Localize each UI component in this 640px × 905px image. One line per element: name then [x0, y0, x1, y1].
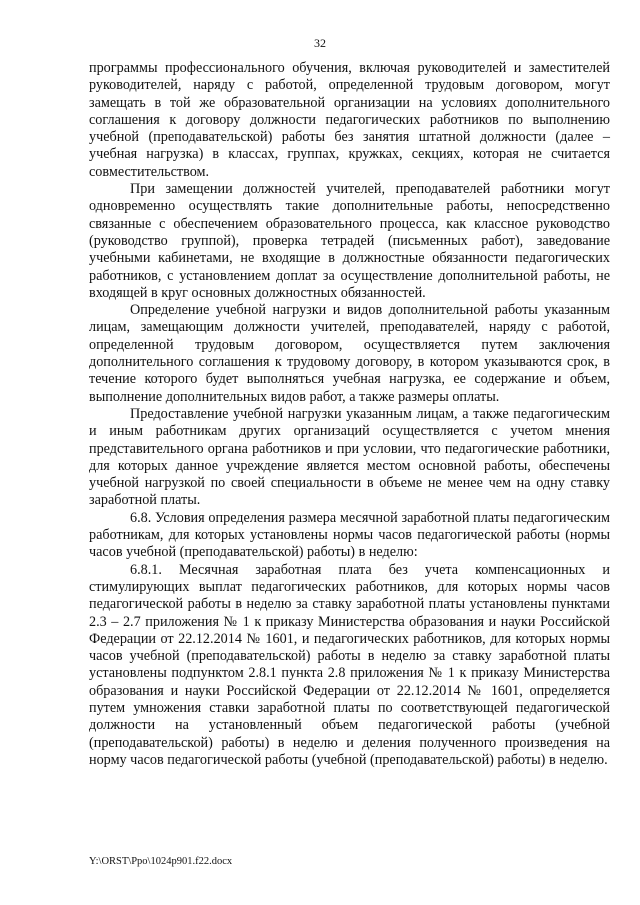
paragraph-workload-definition: Определение учебной нагрузки и видов дополнительной работы указанным лицам, замещающим должности учителей, преподавателей, наряду с работой, определенной трудовым договором, осуществляется путем заключения дополнительного соглашения к трудовому договору, в котором указываются срок, в течение которого будет выполняться учебная нагрузка, ее содержание и объем, выполнение дополнительных видов работ, а также размеры оплаты.: [89, 302, 610, 405]
page-number: 32: [314, 36, 326, 50]
paragraph-additional-work: При замещении должностей учителей, преподавателей работники могут одновременно осуществлять такие дополнительные работы, непосредственно связанные с обеспечением образовательного процесса, как классное руководство (руководство группой), проверка тетрадей (письменных работ), заведование учебными кабинетами, не входящие в должностные обязанности педагогических работников, с установлением доплат за осуществление дополнительной работы, не входящей в круг основных должностных обязанностей.: [89, 181, 610, 301]
paragraph-workload-provision: Предоставление учебной нагрузки указанным лицам, а также педагогическим и иным работникам других организаций осуществляется с учетом мнения представительного органа работников и при условии, что педагогические работники, для которых данное учреждение является местом основной работы, обеспечены учебной нагрузкой по своей специальности в объеме не менее чем на одну ставку заработной платы.: [89, 405, 610, 509]
paragraph-section-6-8-1: 6.8.1. Месячная заработная плата без учета компенсационных и стимулирующих выплат педагогических работников, для которых нормы часов педагогической работы в неделю за ставку заработной платы установлены пунктами 2.3 – 2.7 приложения № 1 к приказу Министерства образования и науки Российской Федерации от 22.12.2014 № 1601, и педагогических работников, для которых нормы часов учебной (преподавательской) работы в неделю за ставку заработной платы установлены подпунктом 2.8.1 пункта 2.8 приложения № 1 к приказу Министерства образования и науки Российской Федерации от 22.12.2014 № 1601, определяется путем умножения ставки заработной платы по соответствующей педагогической должности на установленный объем педагогической работы (учебной (преподавательской) работы) в неделю и деления полученного произведения на норму часов педагогической работы (учебной (преподавательской) работы) в неделю.: [89, 561, 610, 768]
file-path-footer: Y:\ORST\Ppo\1024p901.f22.docx: [89, 856, 233, 867]
document-body: [89, 60, 610, 769]
paragraph-section-6-8: 6.8. Условия определения размера месячной заработной платы педагогическим работникам, для которых установлены нормы часов педагогической работы (нормы часов учебной (преподавательской) работы) в неделю:: [89, 509, 610, 561]
paragraph-continuation: программы профессионального обучения, включая руководителей и заместителей руководителей, наряду с работой, определенной трудовым договором, могут замещать в той же образовательной организации на условиях дополнительного соглашения к договору должности педагогических работников по выполнению учебной (преподавательской) работы без занятия штатной должности (далее – учебная нагрузка) в классах, группах, кружках, секциях, которая не считается совместительством.: [89, 60, 610, 180]
